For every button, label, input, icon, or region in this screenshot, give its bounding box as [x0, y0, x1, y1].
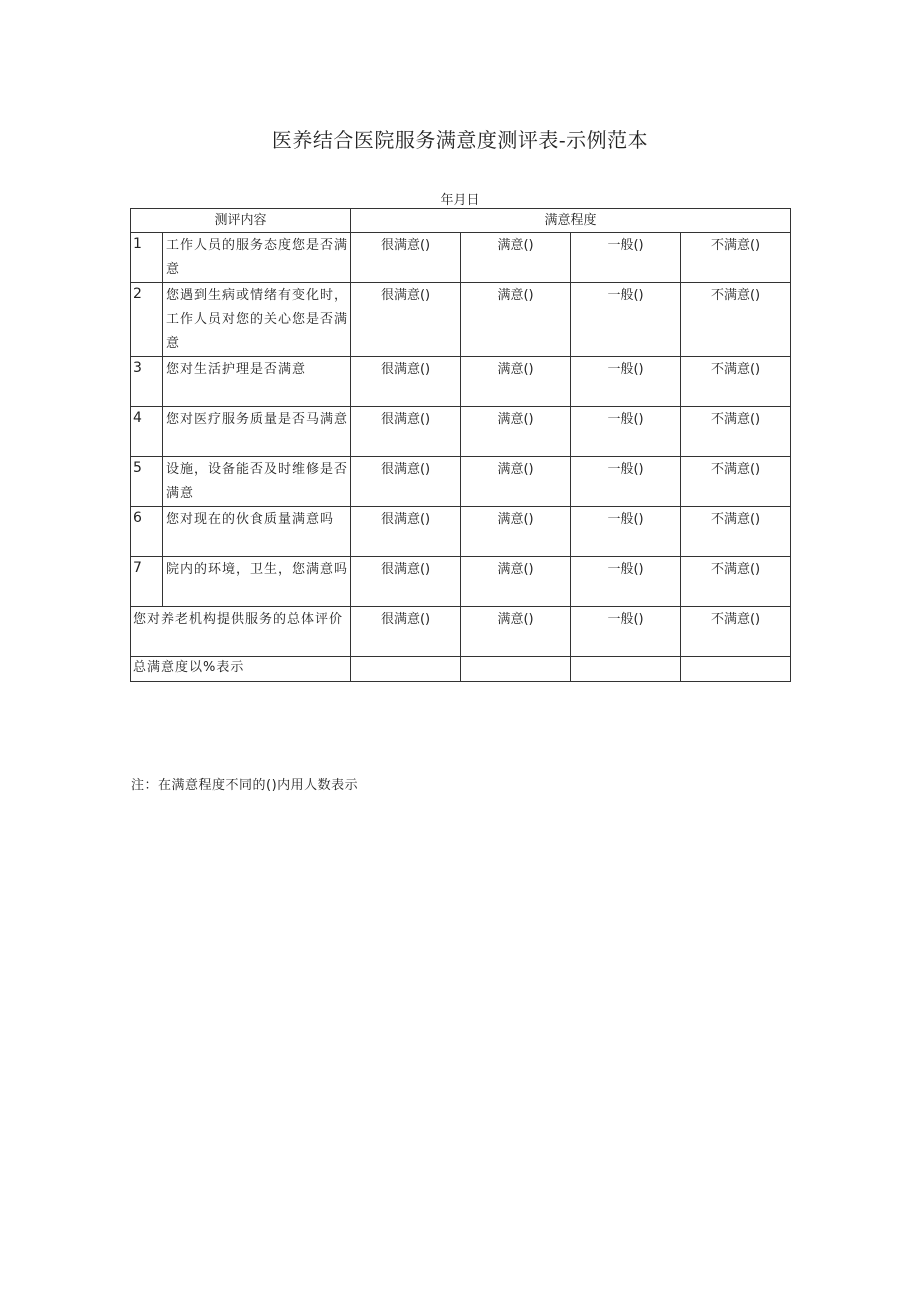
footnote: 注：在满意程度不同的()内用人数表示: [131, 778, 359, 793]
option-satisfied[interactable]: 满意(): [461, 407, 571, 457]
total-cell-dissatisfied[interactable]: [681, 657, 791, 682]
row-question: 您对生活护理是否满意: [163, 357, 351, 407]
option-satisfied[interactable]: 满意(): [461, 507, 571, 557]
option-very-satisfied[interactable]: 很满意(): [351, 607, 461, 657]
row-question: 院内的环境，卫生，您满意吗: [163, 557, 351, 607]
row-question: 您对现在的伙食质量满意吗: [163, 507, 351, 557]
table-row-overall: [131, 607, 791, 657]
row-question: 工作人员的服务态度您是否满意: [163, 233, 351, 283]
table-row: [131, 407, 791, 457]
option-satisfied[interactable]: 满意(): [461, 457, 571, 507]
option-satisfied[interactable]: 满意(): [461, 607, 571, 657]
option-average[interactable]: 一般(): [571, 357, 681, 407]
row-number: 4: [131, 407, 163, 457]
table-header-row: [131, 209, 791, 233]
option-average[interactable]: 一般(): [571, 407, 681, 457]
option-very-satisfied[interactable]: 很满意(): [351, 283, 461, 357]
table-row: [131, 557, 791, 607]
row-question: 设施，设备能否及时维修是否满意: [163, 457, 351, 507]
option-very-satisfied[interactable]: 很满意(): [351, 507, 461, 557]
option-very-satisfied[interactable]: 很满意(): [351, 557, 461, 607]
table-row-total: [131, 657, 791, 682]
option-dissatisfied[interactable]: 不满意(): [681, 407, 791, 457]
option-very-satisfied[interactable]: 很满意(): [351, 457, 461, 507]
option-very-satisfied[interactable]: 很满意(): [351, 357, 461, 407]
option-satisfied[interactable]: 满意(): [461, 557, 571, 607]
date-label: 年月日: [440, 193, 480, 208]
total-cell-average[interactable]: [571, 657, 681, 682]
page-title: 医养结合医院服务满意度测评表-示例范本: [271, 128, 649, 152]
table-row: [131, 457, 791, 507]
survey-table: [130, 208, 791, 682]
table-row: [131, 507, 791, 557]
table-row: [131, 357, 791, 407]
option-dissatisfied[interactable]: 不满意(): [681, 557, 791, 607]
option-satisfied[interactable]: 满意(): [461, 357, 571, 407]
option-average[interactable]: 一般(): [571, 457, 681, 507]
option-average[interactable]: 一般(): [571, 557, 681, 607]
row-question: 您对医疗服务质量是否马满意: [163, 407, 351, 457]
row-number: 2: [131, 283, 163, 357]
option-average[interactable]: 一般(): [571, 507, 681, 557]
option-dissatisfied[interactable]: 不满意(): [681, 607, 791, 657]
option-average[interactable]: 一般(): [571, 607, 681, 657]
table-row: [131, 233, 791, 283]
table-row: [131, 283, 791, 357]
row-question: 您遇到生病或情绪有变化时，工作人员对您的关心您是否满意: [163, 283, 351, 357]
total-label: 总满意度以%表示: [131, 657, 351, 682]
option-satisfied[interactable]: 满意(): [461, 233, 571, 283]
header-content: 测评内容: [131, 209, 351, 233]
option-satisfied[interactable]: 满意(): [461, 283, 571, 357]
option-very-satisfied[interactable]: 很满意(): [351, 233, 461, 283]
option-dissatisfied[interactable]: 不满意(): [681, 233, 791, 283]
overall-question: 您对养老机构提供服务的总体评价: [131, 607, 351, 657]
option-average[interactable]: 一般(): [571, 233, 681, 283]
option-very-satisfied[interactable]: 很满意(): [351, 407, 461, 457]
row-number: 5: [131, 457, 163, 507]
option-dissatisfied[interactable]: 不满意(): [681, 283, 791, 357]
row-number: 6: [131, 507, 163, 557]
option-dissatisfied[interactable]: 不满意(): [681, 507, 791, 557]
total-cell-satisfied[interactable]: [461, 657, 571, 682]
row-number: 7: [131, 557, 163, 607]
option-average[interactable]: 一般(): [571, 283, 681, 357]
header-satisfaction: 满意程度: [351, 209, 791, 233]
total-cell-very-satisfied[interactable]: [351, 657, 461, 682]
option-dissatisfied[interactable]: 不满意(): [681, 357, 791, 407]
row-number: 1: [131, 233, 163, 283]
option-dissatisfied[interactable]: 不满意(): [681, 457, 791, 507]
row-number: 3: [131, 357, 163, 407]
